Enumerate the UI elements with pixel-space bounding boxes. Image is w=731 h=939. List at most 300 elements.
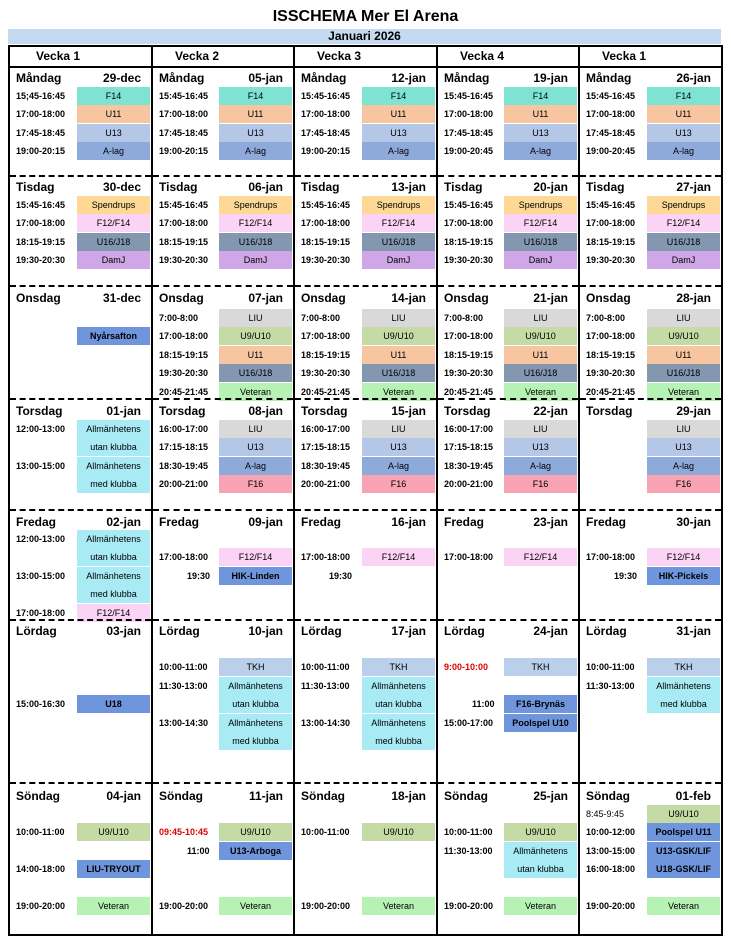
day-header-mandag [10, 69, 151, 87]
week-header [438, 49, 578, 64]
schedule-entry [153, 196, 293, 214]
entry-label: U16/J18 [647, 233, 720, 251]
schedule-entry [153, 548, 293, 566]
entry-time: 18:15-19:15 [159, 237, 209, 247]
entry-label: Spendrups [77, 196, 150, 214]
schedule-entry [10, 548, 151, 566]
schedule-entry [10, 251, 151, 269]
entry-label: F12/F14 [362, 214, 435, 232]
day-header-torsdag [295, 402, 436, 420]
schedule-entry [153, 327, 293, 345]
entry-time: 17:00-18:00 [301, 109, 351, 119]
entry-label: A-lag [504, 142, 577, 160]
entry-time: 12:00-13:00 [16, 424, 66, 434]
entry-label: U13 [647, 124, 720, 142]
entry-label: utan klubba [77, 548, 150, 566]
schedule-entry [438, 214, 578, 232]
day-date: 22-jan [533, 404, 568, 418]
entry-label: U13 [504, 438, 577, 456]
entry-label: U9/U10 [77, 823, 150, 841]
day-header-mandag [580, 69, 721, 87]
entry-time: 8:45-9:45 [586, 809, 625, 819]
day-date: 23-jan [533, 515, 568, 529]
schedule-entry [153, 87, 293, 105]
entry-label: U13 [77, 124, 150, 142]
entry-label: U16/J18 [219, 364, 292, 382]
entry-time: 19:00-20:00 [301, 901, 351, 911]
entry-time: 13:00-15:00 [16, 571, 66, 581]
schedule-entry [10, 457, 151, 475]
day-name: Torsdag [159, 404, 206, 418]
entry-time: 13:00-14:30 [159, 718, 209, 728]
day-divider [580, 175, 721, 177]
entry-time: 17:00-18:00 [586, 331, 636, 341]
day-date: 15-jan [391, 404, 426, 418]
schedule-entry [438, 309, 578, 327]
entry-label: U11 [647, 105, 720, 123]
day-date: 29-jan [676, 404, 711, 418]
day-divider [295, 509, 436, 511]
schedule-entry [153, 124, 293, 142]
day-divider [438, 285, 578, 287]
entry-label: A-lag [362, 457, 435, 475]
schedule-entry [438, 695, 578, 713]
day-date: 04-jan [106, 789, 141, 803]
entry-label: U9/U10 [219, 823, 292, 841]
week-column [151, 47, 295, 934]
entry-time: 17:45-18:45 [301, 128, 351, 138]
day-name: Måndag [444, 71, 490, 85]
day-divider [580, 619, 721, 621]
schedule-entry [580, 475, 721, 493]
schedule-entry [153, 438, 293, 456]
entry-time: 19:30-20:30 [586, 368, 636, 378]
entry-label: DamJ [647, 251, 720, 269]
entry-time: 19:00-20:15 [16, 146, 66, 156]
entry-label: U9/U10 [504, 823, 577, 841]
day-divider [438, 509, 578, 511]
schedule-entry [153, 732, 293, 750]
entry-time: 17:00-18:00 [586, 552, 636, 562]
schedule-entry [438, 327, 578, 345]
entry-time: 9:00-10:00 [444, 662, 489, 672]
entry-time: 10:00-11:00 [159, 662, 208, 672]
day-divider [438, 398, 578, 400]
entry-time: 17:45-18:45 [16, 128, 66, 138]
day-divider [153, 509, 293, 511]
entry-time: 17:00-18:00 [16, 608, 66, 618]
entry-label: U11 [77, 105, 150, 123]
entry-label: U11 [647, 346, 720, 364]
entry-label: U11 [219, 105, 292, 123]
entry-time: 16:00-17:00 [444, 424, 494, 434]
entry-label: U16/J18 [362, 364, 435, 382]
entry-label: F12/F14 [504, 548, 577, 566]
schedule-entry [153, 251, 293, 269]
schedule-entry [153, 364, 293, 382]
day-name: Torsdag [16, 404, 63, 418]
week-header [295, 49, 436, 64]
day-header-lordag [10, 622, 151, 640]
entry-label: A-lag [77, 142, 150, 160]
schedule-entry [438, 364, 578, 382]
schedule-entry [295, 214, 436, 232]
day-date: 31-jan [676, 624, 711, 638]
entry-time: 12:00-13:00 [16, 534, 66, 544]
day-name: Torsdag [301, 404, 348, 418]
entry-label: HIK-Pickels [647, 567, 720, 585]
entry-time: 19:30 [187, 571, 211, 581]
entry-label: LIU [219, 420, 292, 438]
day-header-mandag [295, 69, 436, 87]
schedule-entry [580, 897, 721, 915]
entry-time: 15:45-16:45 [444, 91, 494, 101]
day-header-fredag [153, 513, 293, 531]
day-divider [10, 509, 151, 511]
day-header-sondag [10, 787, 151, 805]
day-date: 12-jan [391, 71, 426, 85]
schedule-entry [580, 695, 721, 713]
entry-time: 17:00-18:00 [301, 552, 351, 562]
day-header-onsdag [10, 289, 151, 307]
schedule-grid [8, 45, 723, 936]
entry-time: 15:45-16:45 [301, 91, 351, 101]
week-label: Vecka 1 [36, 49, 81, 63]
entry-time: 19:30 [329, 571, 353, 581]
schedule-entry [580, 805, 721, 823]
schedule-entry [580, 124, 721, 142]
day-header-torsdag [438, 402, 578, 420]
entry-label: U16/J18 [504, 364, 577, 382]
day-date: 03-jan [106, 624, 141, 638]
entry-label: Allmänhetens [219, 714, 292, 732]
entry-label: U9/U10 [362, 327, 435, 345]
schedule-entry [580, 364, 721, 382]
schedule-entry [580, 233, 721, 251]
entry-label: LIU [647, 309, 720, 327]
schedule-entry [295, 251, 436, 269]
day-date: 18-jan [391, 789, 426, 803]
entry-time: 15:00-17:00 [444, 718, 494, 728]
entry-label: U16/J18 [647, 364, 720, 382]
schedule-entry [438, 142, 578, 160]
day-date: 10-jan [248, 624, 283, 638]
schedule-entry [153, 309, 293, 327]
week-label: Vecka 2 [175, 49, 220, 63]
day-name: Lördag [301, 624, 342, 638]
entry-time: 7:00-8:00 [444, 313, 484, 323]
entry-time: 15:45-16:45 [301, 200, 351, 210]
entry-time: 19:00-20:00 [444, 901, 494, 911]
day-header-mandag [438, 69, 578, 87]
day-name: Fredag [301, 515, 342, 529]
entry-label: Allmänhetens [647, 677, 720, 695]
schedule-entry [295, 87, 436, 105]
day-name: Söndag [444, 789, 488, 803]
day-date: 07-jan [248, 291, 283, 305]
day-header-torsdag [153, 402, 293, 420]
entry-label: U9/U10 [362, 823, 435, 841]
entry-label: A-lag [647, 457, 720, 475]
day-header-torsdag [10, 402, 151, 420]
schedule-entry [438, 420, 578, 438]
entry-time: 17:00-18:00 [159, 331, 209, 341]
day-header-tisdag [153, 178, 293, 196]
schedule-entry [438, 196, 578, 214]
entry-label: F12/F14 [362, 548, 435, 566]
entry-time: 17:15-18:15 [159, 442, 209, 452]
schedule-entry [10, 420, 151, 438]
schedule-entry [580, 567, 721, 585]
day-date: 13-jan [391, 180, 426, 194]
schedule-entry [10, 142, 151, 160]
entry-label: U18-GSK/LIF [647, 860, 720, 878]
entry-time: 15:45-16:45 [444, 200, 494, 210]
entry-time: 10:00-11:00 [16, 827, 65, 837]
entry-label: F12/F14 [647, 548, 720, 566]
day-header-sondag [153, 787, 293, 805]
day-name: Tisdag [159, 180, 198, 194]
day-name: Måndag [301, 71, 347, 85]
week-label: Vecka 4 [460, 49, 505, 63]
entry-time: 10:00-11:00 [586, 662, 635, 672]
entry-time: 19:00-20:00 [159, 901, 209, 911]
schedule-entry [580, 105, 721, 123]
week-column [293, 47, 438, 934]
day-header-sondag [438, 787, 578, 805]
schedule-entry [438, 658, 578, 676]
entry-time: 19:30-20:30 [444, 255, 494, 265]
entry-time: 11:30-13:00 [301, 681, 350, 691]
schedule-entry [580, 327, 721, 345]
entry-label: utan klubba [504, 860, 577, 878]
entry-label: U13 [219, 124, 292, 142]
day-date: 30-jan [676, 515, 711, 529]
entry-time: 11:00 [472, 699, 495, 709]
day-divider [580, 782, 721, 784]
entry-time: 19:00-20:15 [159, 146, 209, 156]
week-divider [153, 66, 293, 68]
entry-time: 20:45-21:45 [159, 387, 209, 397]
schedule-entry [295, 142, 436, 160]
day-divider [153, 782, 293, 784]
schedule-entry [438, 233, 578, 251]
day-date: 19-jan [533, 71, 568, 85]
entry-time: 17:45-18:45 [586, 128, 636, 138]
schedule-entry [10, 860, 151, 878]
day-date: 11-jan [248, 789, 283, 803]
schedule-entry [153, 897, 293, 915]
entry-time: 17:00-18:00 [159, 218, 209, 228]
week-divider [295, 66, 436, 68]
entry-time: 10:00-11:00 [301, 662, 350, 672]
entry-label: F16 [504, 475, 577, 493]
schedule-entry [438, 438, 578, 456]
schedule-entry [153, 714, 293, 732]
entry-time: 14:00-18:00 [16, 864, 66, 874]
day-date: 27-jan [676, 180, 711, 194]
schedule-entry [153, 105, 293, 123]
day-header-lordag [295, 622, 436, 640]
entry-time: 15:45-16:45 [586, 200, 636, 210]
week-column [578, 47, 723, 934]
schedule-title: ISSCHEMA Mer El Arena [272, 8, 459, 25]
day-divider [10, 782, 151, 784]
entry-time: 18:15-19:15 [159, 350, 209, 360]
schedule-entry [295, 567, 436, 585]
day-date: 21-jan [533, 291, 568, 305]
day-header-lordag [153, 622, 293, 640]
entry-time: 09:45-10:45 [159, 827, 209, 837]
day-date: 31-dec [102, 291, 141, 305]
schedule-entry [295, 897, 436, 915]
entry-time: 10:00-12:00 [586, 827, 636, 837]
entry-label: Veteran [362, 897, 435, 915]
schedule-entry [580, 823, 721, 841]
day-divider [438, 782, 578, 784]
entry-time: 18:30-19:45 [444, 461, 494, 471]
schedule-entry [438, 105, 578, 123]
entry-time: 18:15-19:15 [301, 350, 351, 360]
schedule-entry [10, 823, 151, 841]
entry-label: med klubba [219, 732, 292, 750]
entry-label: U18 [77, 695, 150, 713]
day-divider [295, 782, 436, 784]
day-name: Måndag [159, 71, 205, 85]
entry-time: 7:00-8:00 [301, 313, 341, 323]
entry-label: Allmänhetens [77, 457, 150, 475]
schedule-entry [580, 142, 721, 160]
entry-time: 13:00-14:30 [301, 718, 351, 728]
day-date: 30-dec [102, 180, 141, 194]
entry-label: DamJ [362, 251, 435, 269]
day-date: 28-jan [676, 291, 711, 305]
day-divider [153, 398, 293, 400]
entry-label: F14 [362, 87, 435, 105]
entry-time: 20:00-21:00 [159, 479, 209, 489]
schedule-entry [10, 567, 151, 585]
entry-time: 19:30 [614, 571, 638, 581]
entry-time: 16:00-17:00 [159, 424, 209, 434]
day-name: Lördag [159, 624, 200, 638]
schedule-entry [153, 842, 293, 860]
schedule-entry [295, 732, 436, 750]
entry-label: Spendrups [362, 196, 435, 214]
day-name: Måndag [586, 71, 632, 85]
entry-label: Veteran [647, 897, 720, 915]
schedule-entry [580, 346, 721, 364]
schedule-entry [153, 475, 293, 493]
entry-label: Nyårsafton [77, 327, 150, 345]
entry-label: U11 [504, 105, 577, 123]
entry-time: 17:00-18:00 [301, 331, 351, 341]
entry-label: Allmänhetens [219, 677, 292, 695]
schedule-entry [10, 327, 151, 345]
entry-label: Allmänhetens [77, 567, 150, 585]
entry-label: utan klubba [219, 695, 292, 713]
entry-time: 18:15-19:15 [301, 237, 351, 247]
schedule-entry [295, 475, 436, 493]
entry-time: 17:00-18:00 [444, 331, 494, 341]
week-header [153, 49, 293, 64]
day-date: 29-dec [102, 71, 141, 85]
entry-label: Poolspel U11 [647, 823, 720, 841]
day-header-onsdag [295, 289, 436, 307]
day-divider [295, 619, 436, 621]
schedule-entry [295, 457, 436, 475]
entry-label: DamJ [77, 251, 150, 269]
month-band: Januari 2026 [8, 29, 721, 44]
entry-time: 16:00-17:00 [301, 424, 351, 434]
day-header-onsdag [438, 289, 578, 307]
entry-label: U13 [362, 124, 435, 142]
entry-time: 18:30-19:45 [159, 461, 209, 471]
day-name: Onsdag [586, 291, 631, 305]
schedule-entry [10, 897, 151, 915]
entry-label: F16 [647, 475, 720, 493]
entry-time: 19:30-20:30 [159, 255, 209, 265]
entry-time: 17:00-18:00 [586, 109, 636, 119]
day-name: Måndag [16, 71, 62, 85]
schedule-entry [580, 438, 721, 456]
entry-label: Spendrups [219, 196, 292, 214]
entry-label: F12/F14 [219, 548, 292, 566]
entry-time: 20:45-21:45 [586, 387, 636, 397]
day-header-onsdag [580, 289, 721, 307]
entry-time: 18:15-19:15 [16, 237, 66, 247]
schedule-entry [295, 124, 436, 142]
day-name: Fredag [16, 515, 57, 529]
schedule-entry [153, 214, 293, 232]
entry-label: A-lag [219, 142, 292, 160]
schedule-entry [580, 420, 721, 438]
entry-label: Allmänhetens [77, 420, 150, 438]
entry-label: LIU [362, 309, 435, 327]
entry-label: Veteran [77, 897, 150, 915]
entry-label: Allmänhetens [362, 677, 435, 695]
entry-label: F16 [219, 475, 292, 493]
day-date: 24-jan [533, 624, 568, 638]
entry-label: A-lag [647, 142, 720, 160]
schedule-entry [438, 124, 578, 142]
day-date: 17-jan [391, 624, 426, 638]
entry-time: 15:45-16:45 [159, 200, 209, 210]
entry-label: TKH [647, 658, 720, 676]
schedule-entry [10, 695, 151, 713]
day-divider [295, 175, 436, 177]
day-name: Fredag [159, 515, 200, 529]
day-name: Söndag [586, 789, 630, 803]
entry-time: 17:00-18:00 [159, 109, 209, 119]
day-divider [153, 175, 293, 177]
schedule-entry [153, 457, 293, 475]
schedule-entry [153, 420, 293, 438]
schedule-entry [153, 658, 293, 676]
entry-time: 11:30-13:00 [586, 681, 635, 691]
day-divider [10, 285, 151, 287]
schedule-entry [153, 142, 293, 160]
entry-label: F14 [219, 87, 292, 105]
week-divider [580, 66, 721, 68]
entry-time: 17:00-18:00 [444, 109, 494, 119]
day-name: Lördag [16, 624, 57, 638]
entry-label: U16/J18 [504, 233, 577, 251]
schedule-entry [438, 475, 578, 493]
schedule-entry [295, 364, 436, 382]
week-header [580, 49, 721, 64]
schedule-entry [580, 548, 721, 566]
entry-label: U13 [504, 124, 577, 142]
